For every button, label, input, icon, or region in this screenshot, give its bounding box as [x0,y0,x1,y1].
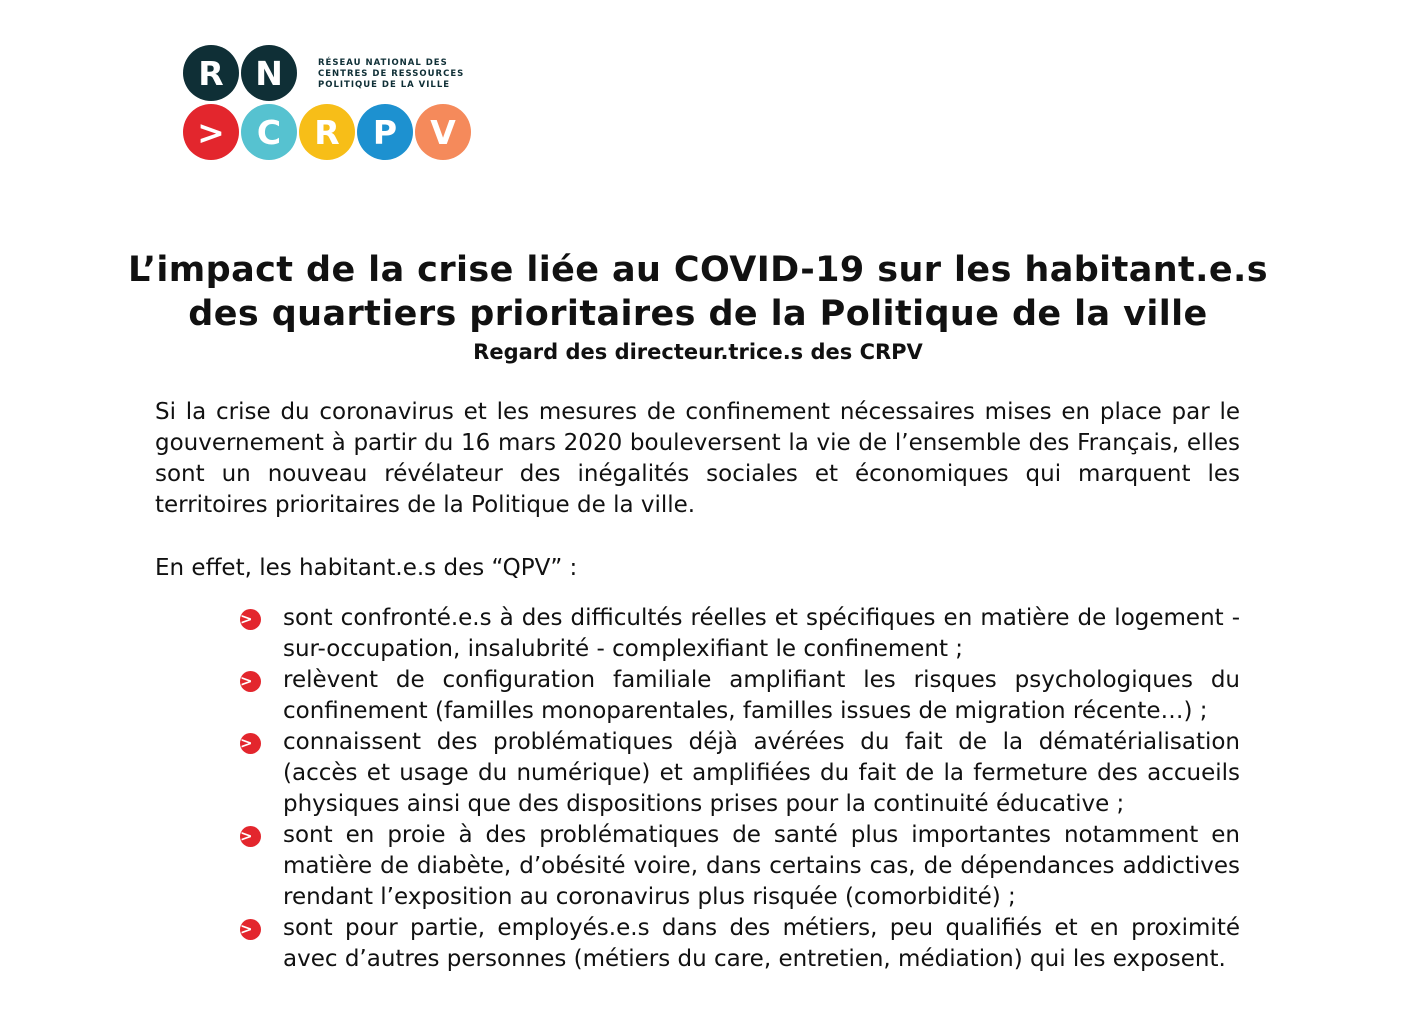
bullet-item [240,727,1240,820]
logo-circle-arrow: > [183,104,239,160]
bullet-text: sont en proie à des problématiques de santé plus importantes notamment en matière de diabète, d’obésité voire, dans certains cas, de dépendances addictives rendant l’exposition au coronavirus plus risquée (comorbidité) ; [283,822,1240,910]
title-line-1: L’impact de la crise liée au COVID-19 sur les habitant.e.s [128,250,1268,290]
arrow-bullet-icon: > [240,826,261,847]
bullet-item [240,913,1240,975]
logo-circle-r-top: R [183,45,239,101]
bullet-item [240,603,1240,665]
bullet-text: connaissent des problématiques déjà avérées du fait de la dématérialisation (accès et usage du numérique) et amplifiées du fait de la fermeture des accueils physiques ainsi que des dispositions prises pour la continuité éducative ; [283,729,1240,817]
arrow-bullet-icon: > [240,671,261,692]
logo-tagline-line-1: RÉSEAU NATIONAL DES [318,58,448,68]
logo-circle-r: R [299,104,355,160]
title-line-2: des quartiers prioritaires de la Politique de la ville [188,294,1208,334]
logo-circle-c: C [241,104,297,160]
bullet-text: relèvent de configuration familiale amplifiant les risques psychologiques du confinement (familles monoparentales, familles issues de migration récente…) ; [283,667,1240,724]
document-title [100,248,1296,336]
logo-tagline [318,58,464,91]
logo-tagline-line-2: CENTRES DE RESSOURCES [318,69,465,79]
bullet-text: sont pour partie, employés.e.s dans des métiers, peu qualifiés et en proximité avec d’autres personnes (métiers du care, entretien, médiation) qui les exposent. [283,915,1240,972]
logo-circle-n: N [241,45,297,101]
logo-tagline-line-3: POLITIQUE DE LA VILLE [318,80,451,90]
bullet-text: sont confronté.e.s à des difficultés réelles et spécifiques en matière de logement - sur-occupation, insalubrité - complexifiant le confinement ; [283,605,1240,662]
arrow-bullet-icon: > [240,733,261,754]
logo-circle-v: V [415,104,471,160]
arrow-bullet-icon: > [240,609,261,630]
document-subtitle: Regard des directeur.trice.s des CRPV [473,340,923,364]
bullet-item [240,665,1240,727]
logo-circle-p: P [357,104,413,160]
lead-sentence: En effet, les habitant.e.s des “QPV” : [155,555,578,581]
bullet-list [240,603,1240,975]
rn-crpv-logo [183,45,483,165]
arrow-bullet-icon: > [240,919,261,940]
intro-paragraph: Si la crise du coronavirus et les mesures de confinement nécessaires mises en place par le gouvernement à partir du 16 mars 2020 bouleversent la vie de l’ensemble des Français, elles sont un nouveau révélateur des inégalités sociales et économiques qui marquent les territoires prioritaires de la Politique de la ville. [155,399,1240,518]
bullet-item [240,820,1240,913]
